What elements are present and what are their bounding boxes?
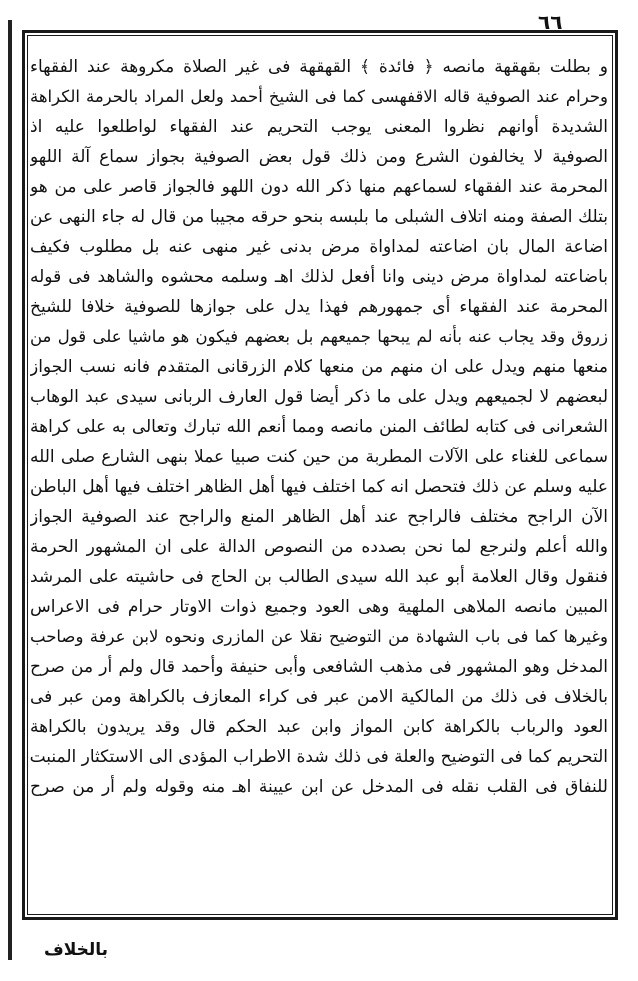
text-line: لبعضهم لا لجميعهم ويدل على ما ذكر أيضا قول العارف الربانى سيدى عبد الوهاب	[30, 387, 608, 407]
text-line: فنقول وقال العلامة أبو عبد الله سيدى الطالب بن الحاج فى حاشيته على المرشد	[30, 567, 608, 587]
text-line: عليه وسلم عن ذلك فتحصل انه كما اختلف فيها أهل الظاهر اختلف فيها أهل الباطن	[30, 477, 608, 497]
text-line: سماعى للغناء على الآلات المطربة من حين كنت صبيا عملا بنهى الشارع صلى الله	[30, 447, 608, 467]
text-line: التحريم كما فى التوضيح والعلة فى ذلك شدة الاطراب المؤدى الى الاستكثار المنبت	[30, 747, 608, 767]
text-line: العود والرباب بالكراهة كابن المواز وابن عبد الحكم قال وقد يريدون بالكراهة	[30, 717, 608, 737]
text-line: منعها منهم ويدل على ان منهم من منعها كلام الزرقانى المتقدم فانه نسب الجواز	[30, 357, 608, 377]
text-line: وحرام عند الصوفية قاله الاقفهسى كما فى الشيخ أحمد ولعل المراد بالحرمة الكراهة	[30, 87, 608, 106]
text-line: المحرمة عند الفقهاء أى جمهورهم فهذا يدل على جوازها للصوفية خلافا للشيخ	[30, 297, 608, 317]
text-line: اضاعة المال بان اضاعته لمداواة مرض بدنى غير منهى عنه بل مطلوب فكيف	[30, 237, 608, 257]
text-line: المدخل وهو المشهور فى مذهب الشافعى وأبى حنيفة وأحمد قال ولم أر من صرح	[30, 657, 608, 677]
body-text	[30, 52, 608, 908]
text-line: زروق وقد يجاب عنه بأنه لم يبحها جميعهم بل بعضهم فيكون هو ماشيا على قول من	[30, 327, 608, 346]
text-line: و بطلت بقهقهة مانصه ﴿ فائدة ﴾ القهقهة فى غير الصلاة مكروهة عند الفقهاء	[30, 57, 608, 77]
text-line: باضاعته لمداواة مرض دينى وانا أفعل لذلك اهـ وسلمه محشوه والشاهد فى قوله	[30, 267, 608, 287]
text-line: المبين مانصه الملاهى الملهية وهى العود وجميع ذوات الاوتار حرام فى الاعراس	[30, 597, 608, 617]
text-line: الآن الراجح مختلف فالراجح عند أهل الظاهر المنع والراجح عند الصوفية الجواز	[30, 507, 608, 527]
text-line: وغيرها كما فى باب الشهادة من التوضيح نقلا عن المازرى ونحوه لابن عرفة وصاحب	[30, 627, 608, 646]
left-margin-rule	[8, 20, 12, 960]
catchword: بالخلاف	[44, 940, 109, 960]
text-line: بالخلاف فى ذلك من المالكية الامن عبر فى كراء المعازف بالكراهة ومن عبر فى	[30, 687, 608, 707]
text-line: الشديدة أوانهم نظروا المعنى يوجب التحريم عند الفقهاء لواطلعوا عليه اذ	[30, 117, 608, 137]
text-line: بتلك الصفة ومنه اتلاف الشبلى ما بلبسه بنحو حرقه مجيبا من قال له جاء النهى عن	[30, 207, 608, 227]
text-line: المحرمة عند الفقهاء لسماعهم منها ذكر الله دون اللهو فالجواز قاصر على من هو	[30, 177, 608, 197]
page-number: ٦٦	[538, 10, 563, 34]
text-line: للنفاق فى القلب نقله فى المدخل عن ابن عيينة اهـ منه وقوله ولم أر من صرح	[30, 777, 608, 797]
text-line: والله أعلم ولنرجع لما نحن بصدده من النصوص الدالة على ان المشهور الحرمة	[30, 537, 608, 557]
text-line: الصوفية لا يخالفون الشرع ومن ذلك قول بعض الصوفية بجواز سماع آلة اللهو	[30, 147, 608, 167]
text-line: الشعرانى فى كتابه لطائف المنن مانصه ومما أنعم الله تبارك وتعالى به على كراهة	[30, 417, 608, 437]
